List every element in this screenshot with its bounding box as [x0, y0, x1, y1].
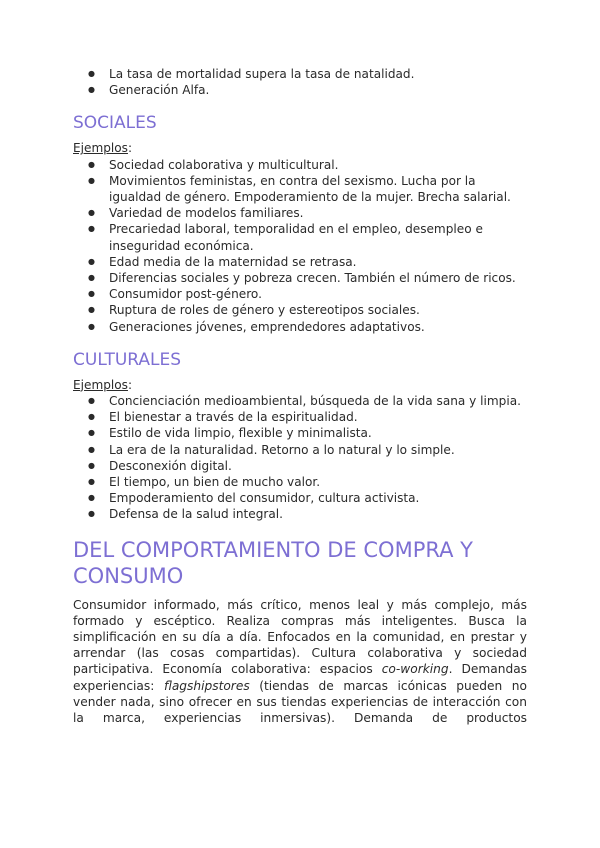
list-item: ● Generaciones jóvenes, emprendedores adaptativos.	[73, 319, 527, 335]
section-heading-sociales: SOCIALES	[73, 113, 157, 134]
section-heading-culturales: CULTURALES	[73, 349, 182, 370]
list-item: ● Diferencias sociales y pobreza crecen. También el número de ricos.	[73, 270, 527, 286]
list-item: ● Desconexión digital.	[73, 458, 527, 474]
list-item: ● Defensa de la salud integral.	[73, 506, 527, 522]
emphasis-flagshipstores: flagshipstores	[163, 678, 250, 693]
sociales-list	[73, 157, 527, 335]
list-item: ● La era de la naturalidad. Retorno a lo natural y lo simple.	[73, 442, 527, 458]
list-item: ● La tasa de mortalidad supera la tasa de natalidad.	[73, 66, 527, 82]
list-item: ● Precariedad laboral, temporalidad en el empleo, desempleo e inseguridad económica.	[73, 221, 527, 253]
list-item: ● El bienestar a través de la espiritualidad.	[73, 409, 527, 425]
culturales-list	[73, 393, 527, 523]
list-item: ● Movimientos feministas, en contra del sexismo. Lucha por la igualdad de género. Empoderamiento de la mujer. Brecha salarial.	[73, 173, 527, 205]
list-item: ● Variedad de modelos familiares.	[73, 205, 527, 221]
list-item: ● Generación Alfa.	[73, 82, 527, 98]
body-paragraph: Consumidor informado, más crítico, menos leal y más complejo, más formado y escéptico. Realiza compras más inteligentes. Busca la simplificación en su día a día. Enfocados en la comunidad, en prestar y arrendar (las cosas compartidas). Cultura colaborativa y sociedad participativa. Economía colaborativa: espacios co-working. Demandas experiencias: flagshipstores (tiendas de marcas icónicas pueden no vender nada, sino ofrecer en sus tiendas experiencias de interacción con la marca, experiencias inmersivas). Demanda de productos	[73, 597, 528, 726]
list-item: ● Concienciación medioambiental, búsqueda de la vida sana y limpia.	[73, 393, 527, 409]
examples-label-text: Ejemplos	[73, 377, 128, 392]
list-item: ● Ruptura de roles de género y estereotipos sociales.	[73, 302, 527, 318]
list-item: ● El tiempo, un bien de mucho valor.	[73, 474, 527, 490]
section-heading-comportamiento: DEL COMPORTAMIENTO DE COMPRA Y CONSUMO	[73, 537, 473, 588]
top-bullet-list	[73, 66, 527, 98]
list-item: ● Empoderamiento del consumidor, cultura activista.	[73, 490, 527, 506]
list-item: ● Edad media de la maternidad se retrasa.	[73, 254, 527, 270]
examples-label: Ejemplos:	[73, 141, 133, 156]
list-item: ● Consumidor post-género.	[73, 286, 527, 302]
document-page	[73, 64, 527, 726]
emphasis-coworking: co-working	[381, 662, 449, 677]
examples-label-text: Ejemplos	[73, 141, 128, 156]
list-item: ● Sociedad colaborativa y multicultural.	[73, 157, 527, 173]
examples-label: Ejemplos:	[73, 377, 133, 392]
list-item: ● Estilo de vida limpio, flexible y minimalista.	[73, 425, 527, 441]
